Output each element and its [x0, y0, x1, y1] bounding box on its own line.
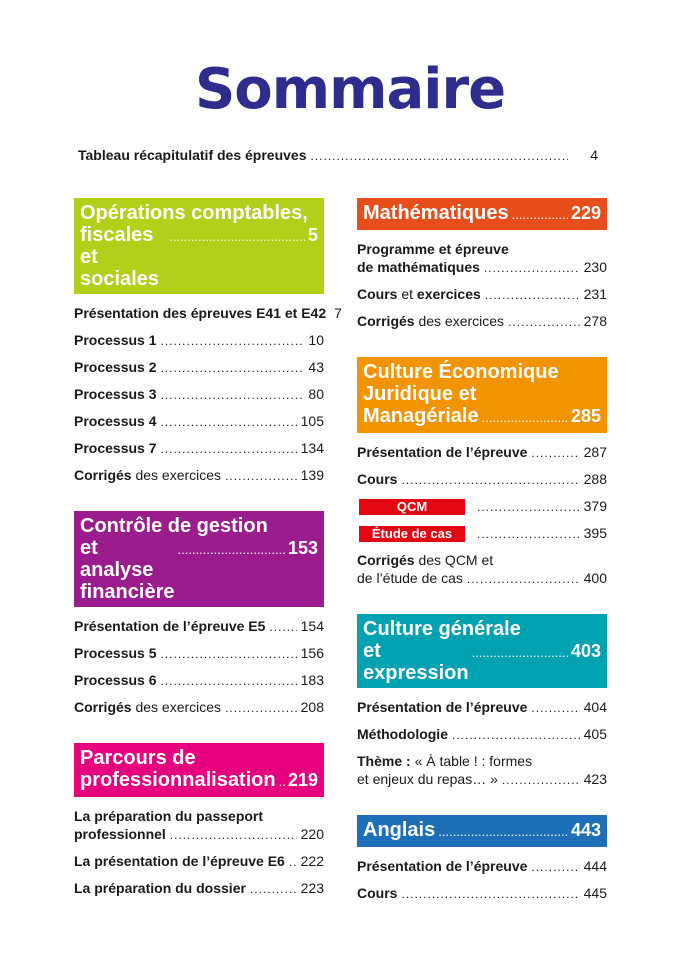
leader-dots: [401, 885, 579, 903]
toc-label: [74, 466, 221, 484]
toc-entry[interactable]: [74, 304, 342, 323]
toc-label-line1: [357, 240, 607, 258]
toc-row: [357, 285, 607, 304]
toc-row: [357, 312, 607, 331]
toc-entry[interactable]: [74, 644, 324, 663]
section-title-last-line: [363, 640, 601, 684]
toc-label-bold: Corrigés: [357, 313, 415, 329]
toc-page: 10: [308, 332, 324, 348]
toc-row: [74, 617, 324, 636]
toc-label-bold: Méthodologie: [357, 726, 448, 742]
toc-row: [357, 497, 607, 516]
section-page: 153: [287, 538, 318, 558]
toc-label: [357, 569, 463, 587]
toc-label: [74, 852, 285, 870]
leader-dots: [161, 645, 297, 663]
toc-row: [357, 569, 607, 588]
toc-row: [74, 304, 342, 323]
section-header-culture_eco[interactable]: [357, 357, 607, 433]
toc-page: 379: [583, 498, 607, 514]
toc-label: [74, 698, 221, 716]
tag-badge: Étude de cas: [359, 526, 465, 542]
section-title-line2: Managériale: [363, 405, 479, 427]
toc-label: [74, 617, 265, 635]
toc-page: 156: [300, 645, 324, 661]
toc-row: [74, 879, 324, 898]
toc-row: [357, 884, 607, 903]
section-title-line2: professionnalisation: [80, 769, 276, 791]
toc-label-bold: de mathématiques: [357, 259, 480, 275]
toc-page: 405: [583, 726, 607, 742]
toc-label: [74, 439, 157, 457]
toc-entry[interactable]: [357, 752, 607, 789]
toc-label-bold: Corrigés: [357, 552, 415, 568]
toc-label-rest: des exercices: [414, 313, 505, 329]
toc-label-rest2: de l’étude de cas: [357, 570, 463, 586]
toc-row: [74, 466, 324, 485]
toc-row: [357, 857, 607, 876]
section-title-last-line: [363, 819, 601, 843]
toc-page: 134: [300, 440, 324, 456]
toc-label-line1: [357, 752, 607, 770]
toc-entry[interactable]: [74, 807, 324, 844]
section-header-math[interactable]: [357, 198, 607, 230]
leader-dots: [531, 699, 579, 717]
toc-label-line1: [357, 551, 607, 569]
toc-label: [357, 524, 465, 542]
toc-row: [357, 725, 607, 744]
toc-entry[interactable]: [74, 617, 324, 636]
leader-dots: [161, 332, 305, 350]
toc-entry[interactable]: [74, 879, 324, 898]
section-operations: [74, 198, 342, 485]
right-column: [357, 198, 607, 929]
section-page: 229: [570, 203, 601, 223]
toc-entry[interactable]: [357, 857, 607, 876]
toc-page: 105: [300, 413, 324, 429]
leader-dots: [161, 413, 297, 431]
toc-label-bold: Corrigés: [74, 467, 132, 483]
toc-label: [74, 304, 326, 322]
toc-entry[interactable]: [357, 698, 607, 717]
toc-entry[interactable]: [357, 470, 607, 489]
toc-entry[interactable]: [74, 412, 324, 431]
leader-dots: [452, 726, 580, 744]
toc-label: [357, 285, 481, 303]
toc-label-bold: La présentation de l’épreuve E6: [74, 853, 285, 869]
toc-entry[interactable]: [357, 524, 607, 543]
toc-label-bold: Processus 1: [74, 332, 157, 348]
leader-dots: [269, 618, 296, 636]
toc-label-bold: Processus 7: [74, 440, 157, 456]
leader-dots: [472, 642, 568, 664]
leader-dots: [508, 313, 580, 331]
toc-page: 287: [583, 444, 607, 460]
recap-label: Tableau récapitulatif des épreuves: [78, 147, 307, 163]
toc-page: 220: [300, 826, 324, 842]
toc-label: [357, 884, 397, 902]
toc-entry[interactable]: [74, 852, 324, 871]
toc-label: [357, 443, 527, 461]
leader-dots: [161, 359, 305, 377]
leader-dots: [485, 286, 580, 304]
toc-page: 395: [583, 525, 607, 541]
section-header-parcours[interactable]: [74, 743, 324, 797]
toc-label-rest: « À table ! : formes: [410, 753, 533, 769]
toc-page: 43: [308, 359, 324, 375]
toc-entry[interactable]: [357, 725, 607, 744]
section-title-last-line: [363, 202, 601, 226]
leader-dots: [502, 771, 580, 789]
toc-page: 80: [308, 386, 324, 402]
toc-row: [357, 770, 607, 789]
toc-label: [74, 412, 157, 430]
toc-label: [357, 725, 448, 743]
toc-label-bold: La préparation du passeport: [74, 808, 264, 824]
recap-page: 4: [590, 147, 598, 163]
toc-page: 183: [300, 672, 324, 688]
toc-page: 231: [583, 286, 607, 302]
section-title-last-line: [80, 769, 318, 793]
toc-row: [74, 852, 324, 871]
toc-entry[interactable]: [74, 385, 324, 404]
toc-page: 423: [583, 771, 607, 787]
leader-dots: [289, 853, 297, 871]
toc-label: [74, 331, 157, 349]
toc-label-bold: Présentation de l’épreuve: [357, 699, 528, 715]
toc-label-rest: des QCM et: [414, 552, 494, 568]
section-title-line1: Parcours de: [80, 747, 196, 769]
toc-page: 288: [583, 471, 607, 487]
leader-dots: [467, 570, 580, 588]
toc-label: [74, 358, 157, 376]
toc-label-bold: Cours: [357, 885, 398, 901]
toc-label: [357, 258, 480, 276]
toc-label: [357, 312, 504, 330]
toc-label-rest: des exercices: [131, 467, 222, 483]
section-parcours: [74, 743, 324, 898]
toc-label: [357, 698, 527, 716]
toc-label-bold: Présentation de l’épreuve: [357, 858, 528, 874]
toc-label-bold: Thème :: [357, 753, 411, 769]
toc-label-bold: Présentation des épreuves E41 et E42: [74, 305, 327, 321]
leader-dots: [161, 440, 297, 458]
section-title-last-line: [80, 537, 318, 603]
leader-dots: [225, 467, 297, 485]
leader-dots: [169, 226, 305, 248]
section-page: 285: [570, 406, 601, 426]
toc-page: 139: [300, 467, 324, 483]
toc-label: [74, 825, 166, 843]
toc-label-bold: Processus 2: [74, 359, 157, 375]
section-title-line2: et analyse financière: [80, 537, 175, 603]
toc-label-bold: Corrigés: [74, 699, 132, 715]
toc-label: [357, 497, 465, 515]
toc-entry[interactable]: [74, 331, 324, 350]
tag-badge: QCM: [359, 499, 465, 515]
toc-row: [357, 470, 607, 489]
section-culture_gen: [357, 614, 607, 789]
toc-entry[interactable]: [357, 285, 607, 304]
leader-dots: [482, 407, 568, 429]
leader-dots: [531, 444, 579, 462]
section-title-line2: Mathématiques: [363, 202, 509, 224]
section-header-controle[interactable]: [74, 511, 324, 607]
toc-entry[interactable]: [357, 240, 607, 277]
toc-row: [357, 524, 607, 543]
section-title-line0: Culture Économique: [363, 361, 559, 383]
left-column: [74, 198, 342, 924]
page-title: Sommaire: [194, 57, 506, 122]
toc-page: 222: [300, 853, 324, 869]
section-title-line2: et expression: [363, 640, 469, 684]
toc-label-bold: professionnel: [74, 826, 166, 842]
section-title-line1: Contrôle de gestion: [80, 515, 268, 537]
toc-row: [74, 698, 324, 717]
leader-dots: [484, 259, 580, 277]
toc-row: [74, 825, 324, 844]
leader-dots: [477, 498, 580, 516]
toc-label-bold: Présentation de l’épreuve E5: [74, 618, 266, 634]
toc-entry[interactable]: [74, 358, 324, 377]
toc-page: 154: [300, 618, 324, 634]
toc-label-rest2: et enjeux du repas… »: [357, 771, 498, 787]
toc-page: 444: [583, 858, 607, 874]
toc-page: 223: [300, 880, 324, 896]
toc-row: [74, 385, 324, 404]
toc-page: 230: [583, 259, 607, 275]
section-title-last-line: [363, 405, 601, 429]
toc-label-bold: Présentation de l’épreuve: [357, 444, 528, 460]
section-header-anglais[interactable]: [357, 815, 607, 847]
toc-entry[interactable]: [357, 884, 607, 903]
toc-page: 7: [334, 305, 342, 321]
section-page: 403: [570, 641, 601, 661]
leader-dots: [250, 880, 297, 898]
leader-dots: [279, 771, 285, 793]
toc-label-bold: Processus 3: [74, 386, 157, 402]
toc-label-bold: Programme et épreuve: [357, 241, 509, 257]
toc-page: 208: [300, 699, 324, 715]
leader-dots: [512, 204, 568, 226]
section-page: 5: [307, 225, 318, 245]
toc-entry[interactable]: [357, 551, 607, 588]
leader-dots: [311, 147, 569, 165]
toc-page: 400: [583, 570, 607, 586]
toc-row: [357, 258, 607, 277]
toc-entry[interactable]: [74, 439, 324, 458]
toc-row: [74, 358, 324, 377]
leader-dots: [477, 525, 580, 543]
section-title-last-line: [80, 224, 318, 290]
toc-entry[interactable]: [74, 671, 324, 690]
toc-row: [74, 439, 324, 458]
section-title-line2: Anglais: [363, 819, 436, 841]
section-header-culture_gen[interactable]: [357, 614, 607, 688]
section-title-line1: Culture générale: [363, 618, 521, 640]
section-header-operations[interactable]: [74, 198, 324, 294]
leader-dots: [438, 821, 568, 843]
leader-dots: [161, 672, 297, 690]
leader-dots: [225, 699, 297, 717]
toc-row: [74, 331, 324, 350]
toc-label-rest: des exercices: [131, 699, 222, 715]
recap-entry[interactable]: [78, 146, 598, 165]
toc-label-bold: Cours: [357, 471, 398, 487]
toc-label-bold: exercices: [416, 286, 481, 302]
toc-entry[interactable]: [357, 443, 607, 462]
toc-page: 404: [583, 699, 607, 715]
toc-page: 445: [583, 885, 607, 901]
toc-entry[interactable]: [74, 698, 324, 717]
toc-label-rest: et: [397, 286, 417, 302]
toc-row: [74, 412, 324, 431]
leader-dots: [401, 471, 579, 489]
toc-page: 278: [583, 313, 607, 329]
toc-label: [357, 770, 498, 788]
section-title-line1: Juridique et: [363, 383, 477, 405]
leader-dots: [170, 826, 297, 844]
toc-label-bold: Processus 4: [74, 413, 157, 429]
toc-label-line1: [74, 807, 324, 825]
leader-dots: [531, 858, 579, 876]
toc-label-bold: La préparation du dossier: [74, 880, 246, 896]
toc-label: [74, 879, 246, 897]
toc-label: [74, 671, 157, 689]
section-anglais: [357, 815, 607, 903]
toc-row: [74, 644, 324, 663]
toc-label-bold: Processus 6: [74, 672, 157, 688]
toc-row: [74, 671, 324, 690]
section-title-line2: fiscales et sociales: [80, 224, 159, 290]
section-math: [357, 198, 607, 331]
section-culture_eco: [357, 357, 607, 588]
toc-row: [357, 698, 607, 717]
toc-label: [74, 385, 157, 403]
toc-label: [74, 644, 157, 662]
toc-entry[interactable]: [357, 497, 607, 516]
toc-entry[interactable]: [74, 466, 324, 485]
section-page: 219: [287, 770, 318, 790]
section-controle: [74, 511, 324, 717]
leader-dots: [177, 539, 284, 561]
section-page: 443: [570, 820, 601, 840]
toc-label-bold: Cours: [357, 286, 398, 302]
toc-label: [357, 857, 527, 875]
section-title-line1: Opérations comptables,: [80, 202, 308, 224]
toc-label-bold: Processus 5: [74, 645, 157, 661]
toc-row: [357, 443, 607, 462]
toc-entry[interactable]: [357, 312, 607, 331]
leader-dots: [161, 386, 305, 404]
toc-label: [357, 470, 397, 488]
